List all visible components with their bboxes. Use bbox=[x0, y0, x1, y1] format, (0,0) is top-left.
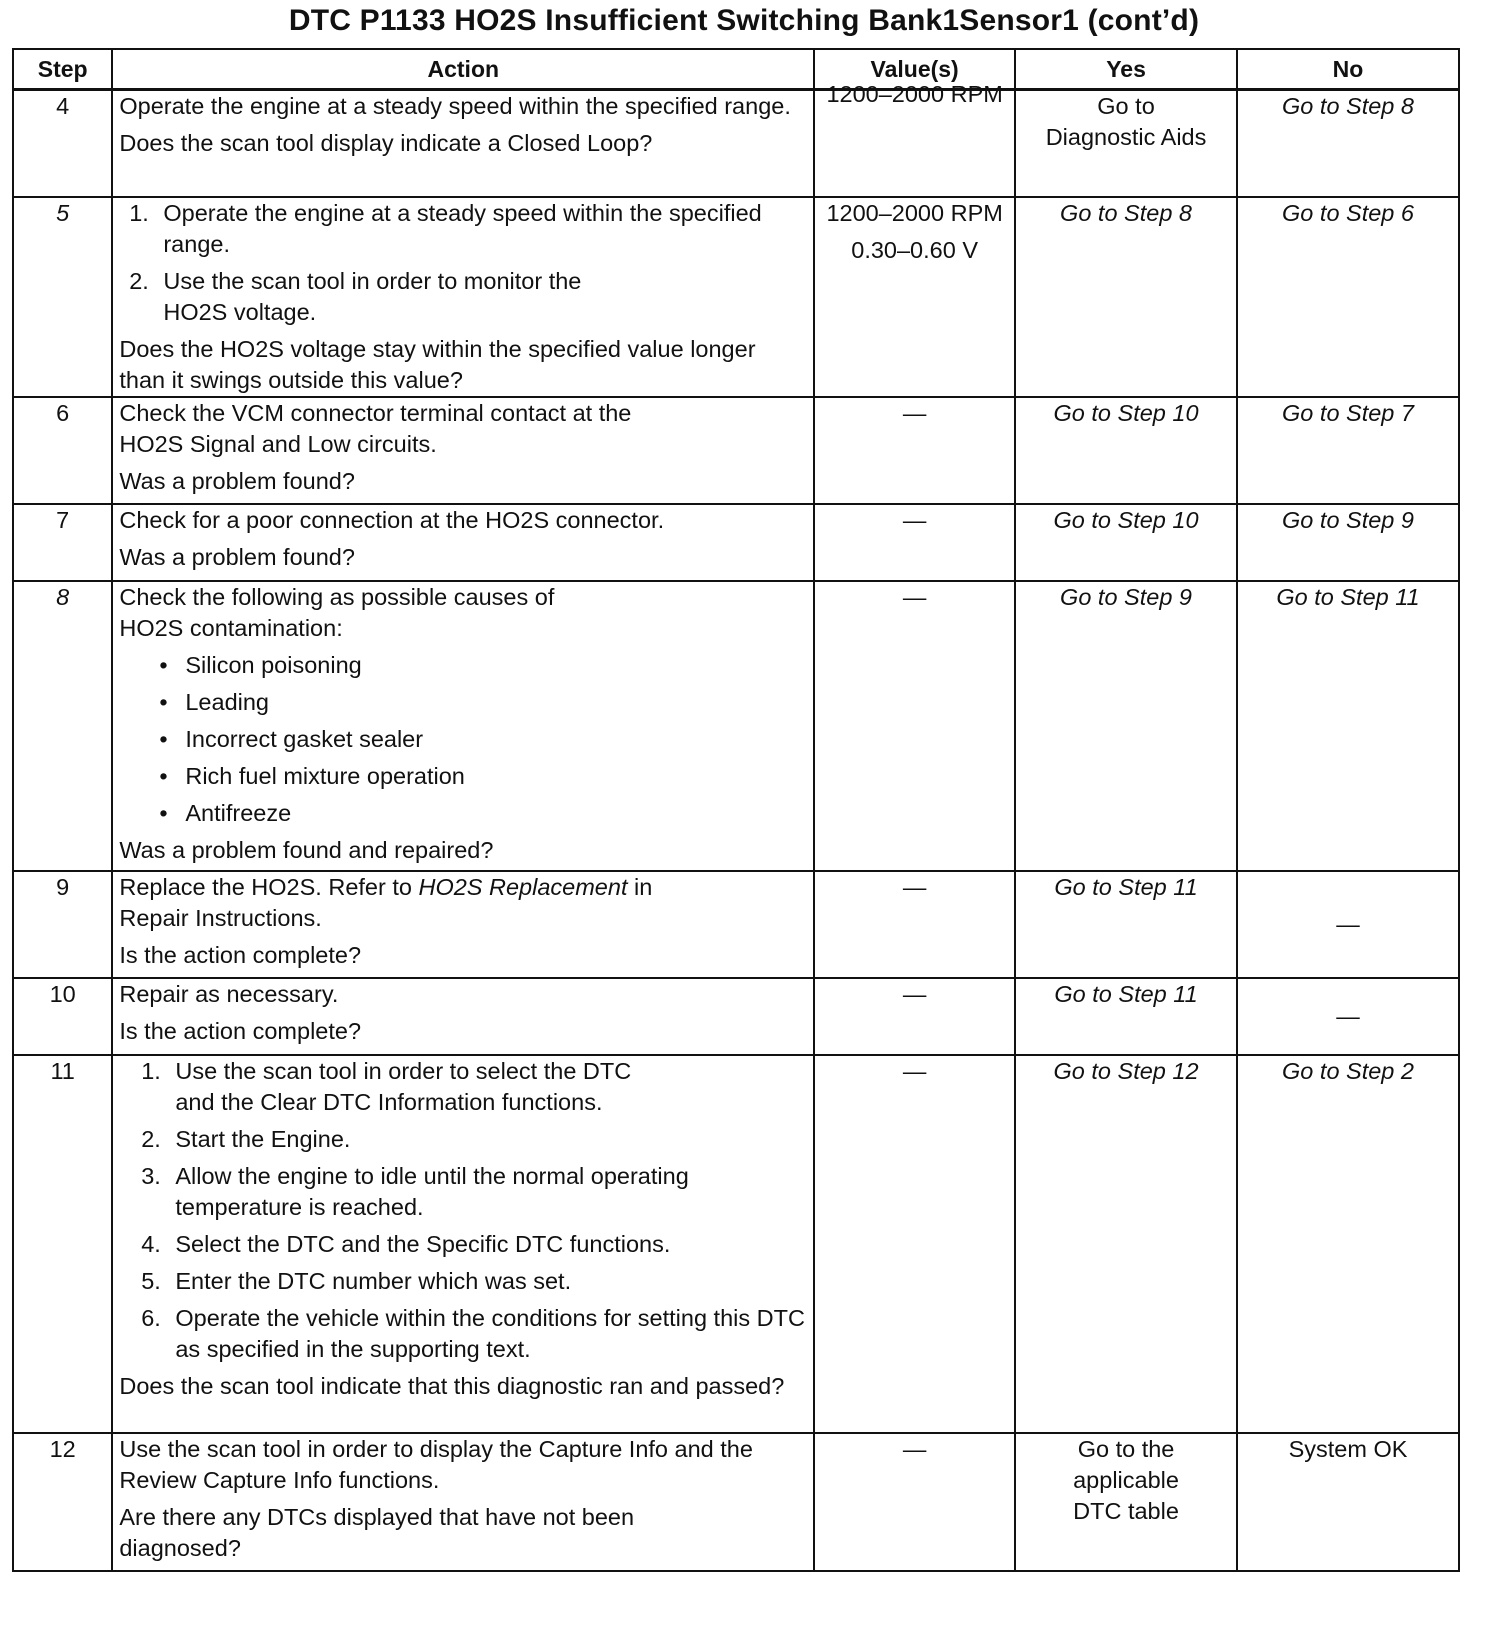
no-cell bbox=[1237, 871, 1459, 978]
action-intro: Use the scan tool in order to display the Capture Info and the Review Capture Info functions. bbox=[119, 1435, 753, 1493]
step-number: 12 bbox=[13, 1433, 112, 1571]
value-text: 1200–2000 RPM bbox=[826, 199, 1003, 226]
page-title: DTC P1133 HO2S Insufficient Switching Bank1Sensor1 (cont’d) bbox=[288, 4, 1200, 37]
action-question: Does the scan tool display indicate a Closed Loop? bbox=[119, 130, 653, 156]
action-question: Are there any DTCs displayed that have not been diagnosed? bbox=[119, 1503, 635, 1561]
step-number: 10 bbox=[13, 978, 112, 1055]
yes-cell bbox=[1015, 581, 1237, 871]
action-cell bbox=[112, 1055, 814, 1433]
yes-text: Go to Step 10 bbox=[1053, 506, 1199, 533]
value-text: — bbox=[902, 506, 927, 533]
no-text: Go to Step 8 bbox=[1282, 93, 1414, 119]
action-question: Does the scan tool indicate that this diagnostic ran and passed? bbox=[119, 1372, 785, 1399]
no-cell bbox=[1237, 197, 1459, 397]
yes-cell bbox=[1015, 504, 1237, 581]
yes-text-line: DTC table bbox=[1073, 1497, 1179, 1524]
yes-text-line: Go to the bbox=[1077, 1435, 1175, 1462]
no-cell bbox=[1237, 978, 1459, 1055]
yes-cell bbox=[1015, 1433, 1237, 1571]
value-text: — bbox=[902, 1057, 927, 1084]
yes-text: Go to Step 11 bbox=[1054, 873, 1198, 900]
list-item: • Leading bbox=[159, 687, 807, 718]
values-cell bbox=[814, 397, 1015, 504]
table-row-step-9 bbox=[13, 871, 1459, 978]
no-cell bbox=[1237, 581, 1459, 871]
table-row-step-4 bbox=[13, 90, 1459, 197]
action-cell bbox=[112, 581, 814, 871]
list-item: 2. Use the scan tool in order to monitor the HO2S voltage. bbox=[155, 266, 633, 328]
list-item: 1. Use the scan tool in order to select the DTC and the Clear DTC Information functions. bbox=[167, 1056, 675, 1118]
action-steps-list bbox=[119, 1056, 807, 1365]
value-text: 1200–2000 RPM bbox=[826, 81, 1003, 107]
action-intro-reference: HO2S Replacement bbox=[418, 873, 628, 900]
value-text: — bbox=[902, 583, 927, 610]
no-text: — bbox=[1336, 1002, 1360, 1029]
action-question: Was a problem found and repaired? bbox=[119, 836, 494, 863]
action-intro: Repair as necessary. bbox=[119, 980, 339, 1007]
action-cell bbox=[112, 397, 814, 504]
list-item: • Antifreeze bbox=[159, 798, 807, 829]
yes-text: Go to Step 8 bbox=[1060, 199, 1192, 226]
action-question: Is the action complete? bbox=[119, 941, 362, 968]
list-item: 5. Enter the DTC number which was set. bbox=[167, 1266, 807, 1297]
no-text: Go to Step 6 bbox=[1282, 199, 1414, 226]
header-step: Step bbox=[13, 49, 112, 90]
action-question: Was a problem found? bbox=[119, 543, 355, 570]
values-cell bbox=[814, 581, 1015, 871]
action-intro-text: Replace the HO2S. Refer to bbox=[119, 873, 419, 900]
no-text: Go to Step 2 bbox=[1282, 1057, 1414, 1084]
action-intro: Check the VCM connector terminal contact at the HO2S Signal and Low circuits. bbox=[119, 399, 632, 457]
yes-text-line: applicable bbox=[1073, 1466, 1179, 1493]
value-text: — bbox=[902, 980, 927, 1007]
action-steps-list bbox=[119, 198, 807, 328]
values-cell bbox=[814, 504, 1015, 581]
yes-text: Go to Step 9 bbox=[1060, 583, 1192, 610]
action-question: Is the action complete? bbox=[119, 1017, 362, 1044]
no-text: — bbox=[1336, 910, 1360, 937]
list-item: • Incorrect gasket sealer bbox=[159, 724, 807, 755]
no-cell bbox=[1237, 1433, 1459, 1571]
action-intro bbox=[119, 872, 719, 934]
yes-text-line: Diagnostic Aids bbox=[1045, 124, 1207, 150]
step-number: 11 bbox=[13, 1055, 112, 1433]
values-cell bbox=[814, 197, 1015, 397]
yes-text: Go to Step 11 bbox=[1054, 980, 1198, 1007]
yes-cell bbox=[1015, 197, 1237, 397]
table-row-step-12 bbox=[13, 1433, 1459, 1571]
action-cell bbox=[112, 871, 814, 978]
step-number: 6 bbox=[13, 397, 112, 504]
header-action: Action bbox=[112, 49, 814, 90]
header-row bbox=[13, 49, 1459, 90]
no-text: Go to Step 9 bbox=[1282, 506, 1414, 533]
table-row-step-5 bbox=[13, 197, 1459, 397]
yes-text: Go to Step 12 bbox=[1053, 1057, 1199, 1084]
action-cell bbox=[112, 1433, 814, 1571]
value-text: — bbox=[902, 873, 927, 900]
action-question: Was a problem found? bbox=[119, 467, 355, 494]
yes-cell bbox=[1015, 90, 1237, 197]
step-number: 8 bbox=[13, 581, 112, 871]
values-cell bbox=[814, 81, 1015, 197]
action-intro: Check the following as possible causes of HO2S contamination: bbox=[119, 583, 555, 641]
step-number: 4 bbox=[13, 90, 112, 197]
value-text: 0.30–0.60 V bbox=[851, 236, 978, 263]
dtc-table bbox=[12, 48, 1460, 1572]
list-item: 3. Allow the engine to idle until the normal operating temperature is reached. bbox=[167, 1161, 807, 1223]
yes-cell bbox=[1015, 978, 1237, 1055]
value-text: — bbox=[902, 399, 927, 426]
values-cell bbox=[814, 1055, 1015, 1433]
action-bullet-list bbox=[119, 650, 807, 829]
list-item: 4. Select the DTC and the Specific DTC functions. bbox=[167, 1229, 807, 1260]
yes-cell bbox=[1015, 871, 1237, 978]
values-cell bbox=[814, 871, 1015, 978]
table-row-step-6 bbox=[13, 397, 1459, 504]
header-yes: Yes bbox=[1015, 49, 1237, 90]
list-item: 1. Operate the engine at a steady speed within the specified range. bbox=[155, 198, 807, 260]
yes-cell bbox=[1015, 1055, 1237, 1433]
step-number: 7 bbox=[13, 504, 112, 581]
header-values: Value(s) bbox=[814, 49, 1015, 90]
step-number: 9 bbox=[13, 871, 112, 978]
action-cell bbox=[112, 978, 814, 1055]
yes-cell bbox=[1015, 397, 1237, 504]
table-row-step-11 bbox=[13, 1055, 1459, 1433]
no-text: Go to Step 7 bbox=[1282, 399, 1414, 426]
list-item: • Rich fuel mixture operation bbox=[159, 761, 807, 792]
table-row-step-10 bbox=[13, 978, 1459, 1055]
no-text: System OK bbox=[1288, 1435, 1408, 1462]
values-cell bbox=[814, 978, 1015, 1055]
action-cell bbox=[112, 90, 814, 197]
table-row-step-7 bbox=[13, 504, 1459, 581]
no-cell bbox=[1237, 397, 1459, 504]
yes-text-line: Go to bbox=[1097, 93, 1155, 119]
action-intro: Check for a poor connection at the HO2S connector. bbox=[119, 506, 665, 533]
action-intro-text: in Repair Instructions. bbox=[119, 873, 653, 931]
step-number: 5 bbox=[13, 197, 112, 397]
list-item: 6. Operate the vehicle within the conditions for setting this DTC as specified in the supporting text. bbox=[167, 1303, 807, 1365]
values-cell bbox=[814, 1433, 1015, 1571]
action-cell bbox=[112, 197, 814, 397]
action-intro: Operate the engine at a steady speed within the specified range. bbox=[119, 93, 791, 119]
no-cell bbox=[1237, 90, 1459, 197]
value-text: — bbox=[902, 1435, 927, 1462]
list-item: • Silicon poisoning bbox=[159, 650, 807, 681]
yes-text: Go to Step 10 bbox=[1053, 399, 1199, 426]
action-question: Does the HO2S voltage stay within the specified value longer than it swings outside this value? bbox=[119, 335, 756, 393]
no-text: Go to Step 11 bbox=[1276, 583, 1420, 610]
list-item: 2. Start the Engine. bbox=[167, 1124, 807, 1155]
no-cell bbox=[1237, 504, 1459, 581]
table-row-step-8 bbox=[13, 581, 1459, 871]
action-cell bbox=[112, 504, 814, 581]
no-cell bbox=[1237, 1055, 1459, 1433]
header-no: No bbox=[1237, 49, 1459, 90]
